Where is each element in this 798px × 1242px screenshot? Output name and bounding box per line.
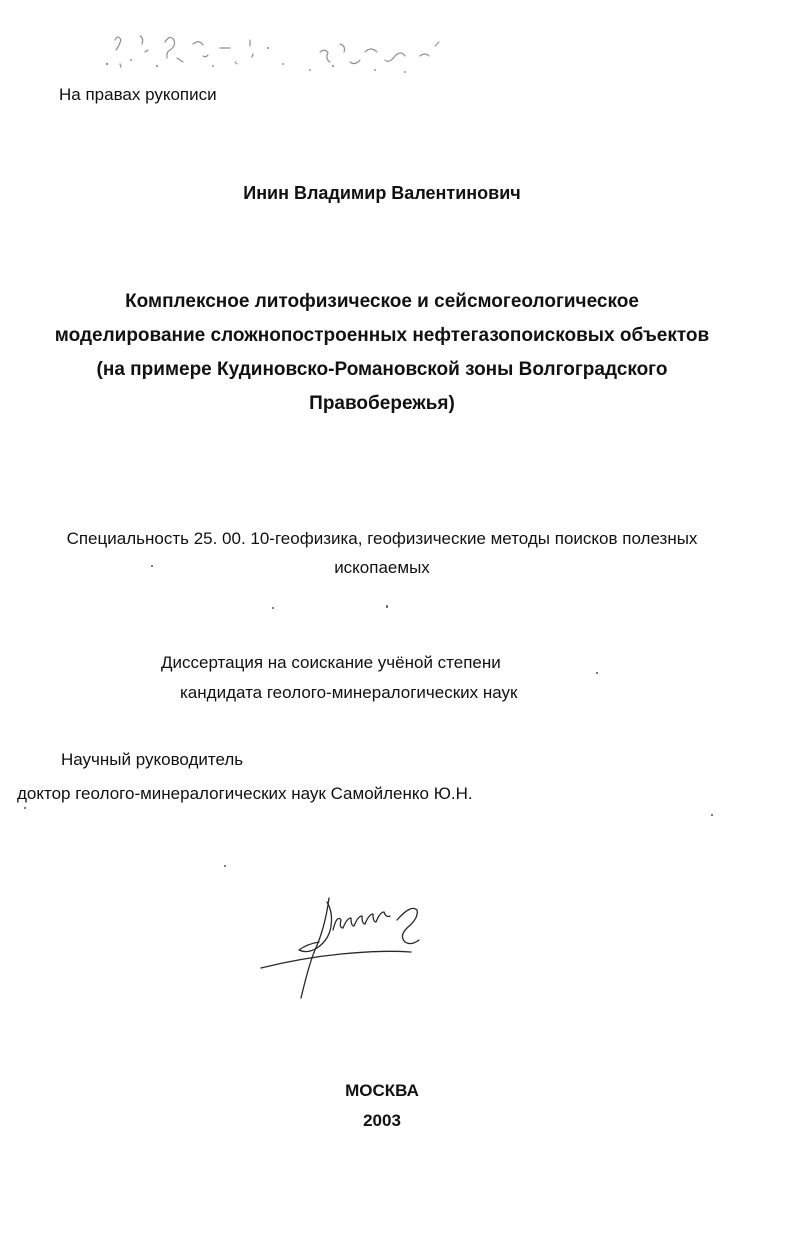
title-line: моделирование сложнопостроенных нефтегазопоисковых объектов: [54, 325, 710, 346]
scan-speck: [224, 865, 226, 867]
advisor-name: доктор геолого-минералогических наук Самойленко Ю.Н.: [17, 784, 473, 803]
speciality: [0, 524, 764, 582]
scan-speck: [151, 565, 153, 567]
scan-speck: [711, 814, 713, 816]
signature-icon: [255, 890, 435, 1000]
speciality-line: ископаемых: [334, 558, 430, 577]
title-line: Комплексное литофизическое и сейсмогеологическое: [125, 291, 639, 312]
scan-speck: [272, 607, 274, 609]
title-line: (на примере Кудиновско-Романовской зоны Волгоградского: [96, 359, 668, 380]
faint-stamp-icon: [85, 22, 455, 92]
speciality-line: Специальность 25. 00. 10-геофизика, геофизические методы поисков полезных: [66, 529, 698, 548]
rights-note: На правах рукописи: [59, 85, 217, 104]
advisor-label: Научный руководитель: [61, 750, 244, 769]
city: МОСКВА: [345, 1081, 419, 1100]
scan-speck: [596, 672, 598, 674]
dissertation-title: [0, 285, 764, 421]
scan-speck: [386, 605, 388, 608]
author-name: Инин Владимир Валентинович: [243, 183, 521, 203]
title-line: Правобережья): [309, 393, 455, 414]
degree-line: кандидата геолого-минералогических наук: [180, 683, 518, 702]
scan-speck: [24, 807, 26, 809]
publication-place: [0, 1076, 764, 1136]
degree-line: Диссертация на соискание учёной степени: [161, 653, 501, 672]
year: 2003: [363, 1111, 401, 1130]
